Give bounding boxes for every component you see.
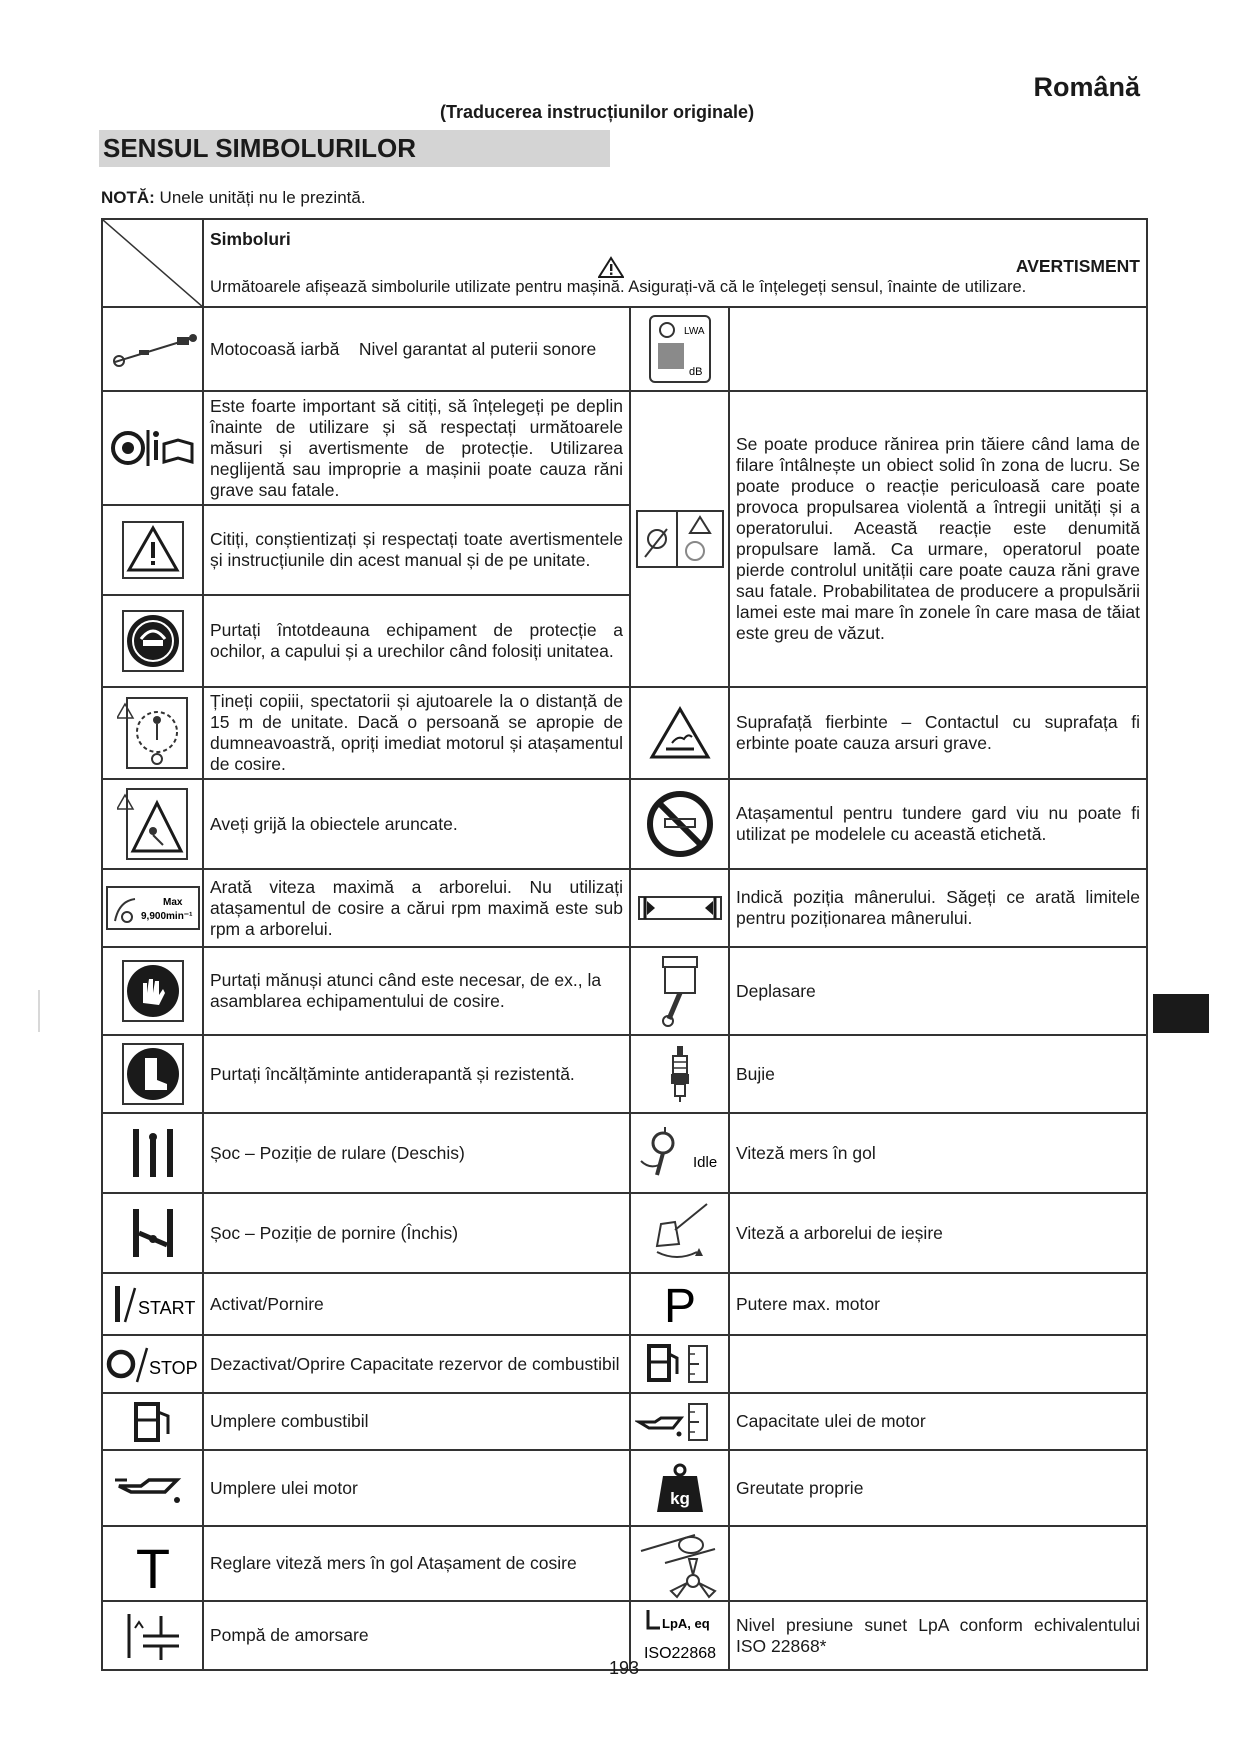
idle-speed-icon <box>635 1121 725 1185</box>
iso-label: ISO22868 <box>643 1644 716 1662</box>
col-label: Simboluri <box>210 228 291 249</box>
max-power-icon <box>650 1278 710 1330</box>
icon-cell <box>630 869 729 947</box>
icon-cell <box>630 1393 729 1450</box>
table-row <box>102 391 1147 505</box>
text-cell: Arată viteza maximă a arborelui. Nu utilizați atașamentul de cosire a cărui rpm maximă este sub rpm a arborelui. <box>203 869 630 947</box>
text-cell: Umplere ulei motor <box>203 1450 630 1526</box>
start-icon <box>105 1282 201 1326</box>
text-cell: Pompă de amorsare <box>203 1601 630 1670</box>
table-header-row <box>102 219 1147 307</box>
oil-fill-icon <box>113 1468 193 1508</box>
lpa-label: LpA, eq <box>661 1615 710 1631</box>
kg-label: kg <box>669 1489 690 1508</box>
no-hedge-trimmer-icon <box>645 789 715 859</box>
text-cell: Purtați încălțăminte antiderapantă și rezistentă. <box>203 1035 630 1113</box>
table-row <box>102 307 1147 391</box>
table-row <box>102 1113 1147 1193</box>
symbols-table <box>101 218 1148 1671</box>
subtitle: (Traducerea instrucțiunilor originale) <box>440 102 755 122</box>
text-cell: Indică poziția mânerului. Săgeți ce arată limitele pentru poziționarea mânerului. <box>729 869 1147 947</box>
gloves-icon <box>121 959 185 1023</box>
table-row <box>102 1273 1147 1335</box>
max-rpm: 9,900min⁻¹ <box>140 911 192 922</box>
header-cell <box>203 219 1147 307</box>
icon-cell <box>630 1035 729 1113</box>
diagonal-cell <box>102 219 203 307</box>
idle-label: Idle <box>692 1154 717 1171</box>
kickback-icon <box>635 509 725 569</box>
handle-position-icon <box>635 891 725 925</box>
text-cell: Atașamentul pentru tundere gard viu nu poate fi utilizat pe modelele cu această etichetă. <box>729 779 1147 869</box>
icon-cell <box>102 1393 203 1450</box>
table-row <box>102 869 1147 947</box>
table-row <box>102 947 1147 1035</box>
table-row <box>102 779 1147 869</box>
text-cell: Suprafață fierbinte – Contactul cu suprafața fi erbinte poate cauza arsuri grave. <box>729 687 1147 779</box>
table-row <box>102 1526 1147 1601</box>
table-row <box>102 1035 1147 1113</box>
icon-cell <box>102 1450 203 1526</box>
protective-gear-icon <box>121 609 185 673</box>
text-cell: Viteză mers în gol <box>729 1113 1147 1193</box>
cutting-attachment-icon <box>635 1529 725 1599</box>
text-cell: Se poate produce rănirea prin tăiere când lama de filare întâlnește un obiect solid în zona de lucru. Se poate produce o reacție periculoasă care poate provoca propulsarea violentă a întregii unități și a operatorului. Această reacție este denumită propulsare lamă. Ca urmare, operatorul poate pierde controlul unității care poate cauza răni grave sau fatale. Probabilitatea de producere a propulsării lamei este mai mare în zonele în care masa de tăiat este greu de văzut. <box>729 391 1147 687</box>
icon-cell <box>630 391 729 687</box>
warning-triangle-icon <box>598 256 624 278</box>
text-cell <box>203 307 630 391</box>
text-cell: Dezactivat/Oprire Capacitate rezervor de combustibil <box>203 1335 630 1393</box>
icon-cell <box>630 947 729 1035</box>
warning-sign-icon <box>121 520 185 580</box>
icon-cell <box>102 947 203 1035</box>
stop-icon <box>105 1342 201 1386</box>
text-cell: Aveți grijă la obiectele aruncate. <box>203 779 630 869</box>
stop-label: STOP <box>148 1358 198 1378</box>
db-label: dB <box>688 366 702 378</box>
icon-cell <box>630 1526 729 1601</box>
icon-cell <box>102 1113 203 1193</box>
icon-cell <box>102 1526 203 1601</box>
language-label: Română <box>1033 72 1140 102</box>
warning-title: AVERTISMENT <box>1015 256 1140 277</box>
brush-cutter-icon <box>105 324 201 374</box>
icon-cell <box>102 1273 203 1335</box>
text-cell: Purtați întotdeauna echipament de protecție a ochilor, a capului și a urechilor când folosiți unitatea. <box>203 595 630 687</box>
text-cell: Deplasare <box>729 947 1147 1035</box>
text-cell: Țineți copiii, spectatorii și ajutoarele la o distanță de 15 m de unitate. Dacă o persoană se apropie de dumneavoastră, opriți imediat motorul și atașamentul de cosire. <box>203 687 630 779</box>
note-label: NOTĂ: <box>101 188 155 207</box>
text-cell: Greutate proprie <box>729 1450 1147 1526</box>
icon-cell <box>102 1335 203 1393</box>
boots-icon <box>121 1042 185 1106</box>
icon-cell <box>630 1193 729 1273</box>
t-label: T <box>135 1536 170 1594</box>
note <box>101 188 366 208</box>
icon-cell <box>630 687 729 779</box>
icon-cell <box>102 307 203 391</box>
icon-cell <box>102 1193 203 1273</box>
keep-distance-icon <box>117 696 189 770</box>
icon-cell <box>630 779 729 869</box>
icon-cell <box>102 779 203 869</box>
max-speed-icon <box>105 881 201 935</box>
sound-power-label: Nivel garantat al puterii sonore <box>358 338 597 359</box>
text-cell: Citiți, conștientizați și respectați toate avertismentele și instrucțiunile din acest manual și de pe unitate. <box>203 505 630 595</box>
note-text: Unele unități nu le prezintă. <box>154 188 366 207</box>
icon-cell <box>102 1601 203 1670</box>
weight-icon <box>655 1462 705 1514</box>
text-cell: Reglare viteză mers în gol Atașament de cosire <box>203 1526 630 1601</box>
empty-cell <box>729 1526 1147 1601</box>
text-cell: Umplere combustibil <box>203 1393 630 1450</box>
icon-cell <box>102 595 203 687</box>
icon-cell <box>630 1273 729 1335</box>
page-number: 193 <box>608 1658 640 1678</box>
trimmer-label: Motocoasă iarbă <box>210 338 340 359</box>
oil-capacity-icon <box>635 1398 725 1446</box>
text-cell: Șoc – Poziție de pornire (Închis) <box>203 1193 630 1273</box>
text-cell: Viteză a arborelui de ieșire <box>729 1193 1147 1273</box>
empty-cell <box>729 307 1147 391</box>
table-row <box>102 687 1147 779</box>
icon-cell <box>102 869 203 947</box>
fuel-fill-icon <box>128 1400 178 1444</box>
text-cell: Capacitate ulei de motor <box>729 1393 1147 1450</box>
spark-plug-icon <box>665 1044 695 1104</box>
lwa-label: LWA <box>683 326 705 337</box>
text-cell: Bujie <box>729 1035 1147 1113</box>
thrown-objects-icon <box>117 787 189 861</box>
text-cell: Putere max. motor <box>729 1273 1147 1335</box>
fuel-tank-capacity-icon <box>635 1340 725 1388</box>
icon-cell <box>102 687 203 779</box>
hot-surface-icon <box>648 705 712 761</box>
choke-open-icon <box>123 1125 183 1181</box>
text-cell: Nivel presiune sunet LpA conform echivalentului ISO 22868* <box>729 1601 1147 1670</box>
lwa-sound-icon <box>647 313 713 385</box>
p-label: P <box>663 1280 696 1330</box>
choke-closed-icon <box>123 1205 183 1261</box>
start-label: START <box>137 1298 195 1318</box>
primer-pump-icon <box>121 1610 185 1662</box>
warning-text: Următoarele afișează simbolurile utilizate pentru mașină. Asigurați-vă că le înțelegeți sensul, înainte de utilizare. <box>210 277 1027 296</box>
text-cell: Purtați mănuși atunci când este necesar, de ex., la asamblarea echipamentului de cosire. <box>203 947 630 1035</box>
sound-pressure-icon <box>632 1606 728 1666</box>
scan-mark <box>38 990 40 1032</box>
icon-cell <box>102 505 203 595</box>
section-title: SENSUL SIMBOLURILOR <box>99 130 610 167</box>
icon-cell <box>630 1450 729 1526</box>
max-label: Max <box>162 897 182 908</box>
diagonal-line-icon <box>103 220 204 308</box>
chapter-tab <box>1153 994 1209 1033</box>
table-row <box>102 1450 1147 1526</box>
read-manual-icon <box>108 418 198 478</box>
icon-cell <box>102 391 203 505</box>
icon-cell <box>630 307 729 391</box>
table-row <box>102 1193 1147 1273</box>
idle-adjust-icon <box>128 1534 178 1594</box>
output-shaft-speed-icon <box>645 1200 715 1266</box>
text-cell: Este foarte important să citiți, să înțelegeți pe deplin înainte de utilizare și să respectați următoarele măsuri și avertismente de protecție. Utilizarea neglijentă sau improprie a mașinii poate cauza răni grave sau fatale. <box>203 391 630 505</box>
icon-cell <box>102 1035 203 1113</box>
table-row <box>102 1393 1147 1450</box>
empty-cell <box>729 1335 1147 1393</box>
icon-cell <box>630 1113 729 1193</box>
warning-line <box>210 256 1140 278</box>
text-cell: Activat/Pornire <box>203 1273 630 1335</box>
table-row <box>102 1335 1147 1393</box>
displacement-icon <box>655 953 705 1029</box>
text-cell: Șoc – Poziție de rulare (Deschis) <box>203 1113 630 1193</box>
icon-cell <box>630 1335 729 1393</box>
